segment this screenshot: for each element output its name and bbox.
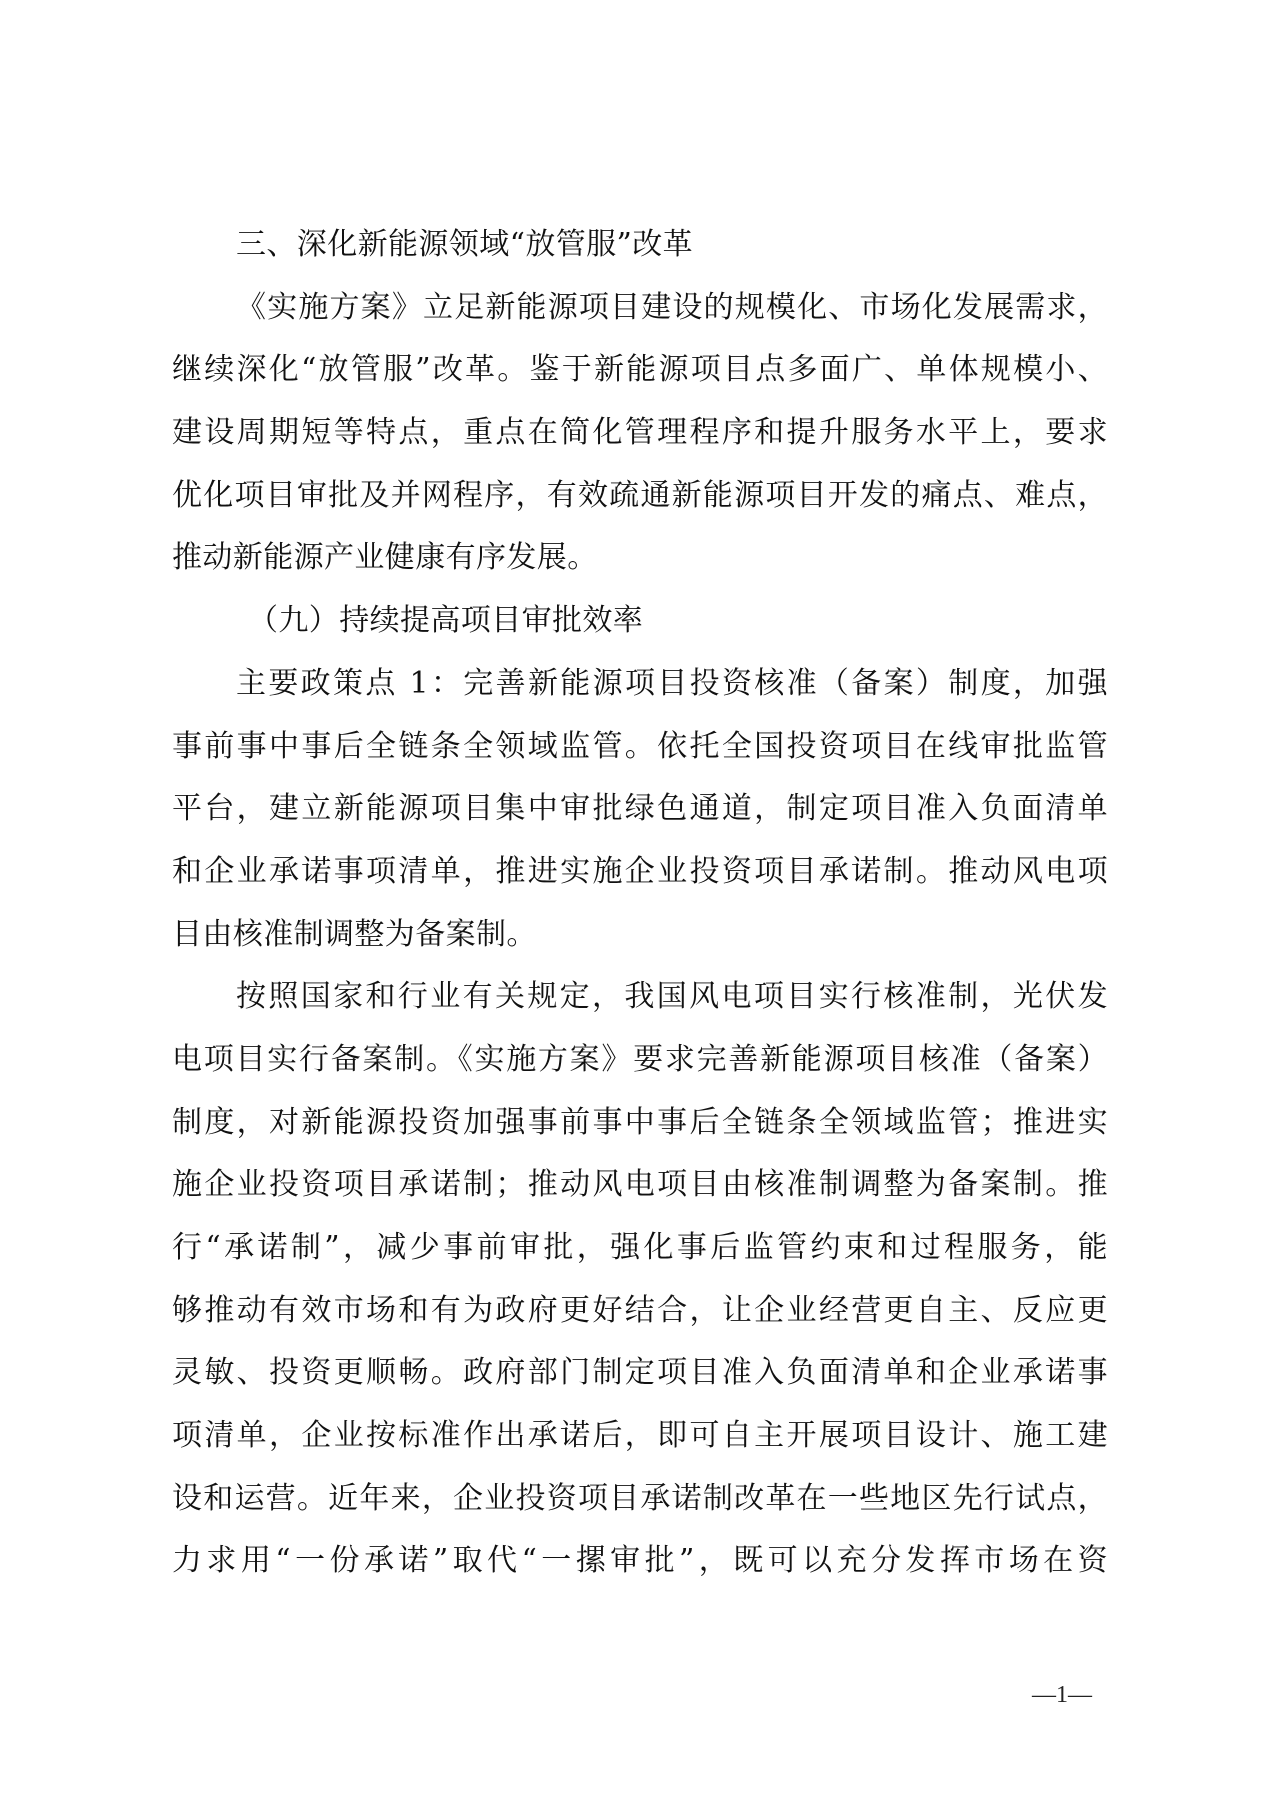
paragraph-line: 力求用“一份承诺”取代“一摞审批”，既可以充分发挥市场在资: [172, 1543, 1108, 1579]
paragraph-line: 施企业投资项目承诺制；推动风电项目由核准制调整为备案制。推: [172, 1167, 1108, 1203]
paragraph-line: 和企业承诺事项清单，推进实施企业投资项目承诺制。推动风电项: [172, 853, 1108, 889]
paragraph-line: 行“承诺制”，减少事前审批，强化事后监管约束和过程服务，能: [172, 1230, 1108, 1265]
paragraph-line: 推动新能源产业健康有序发展。: [172, 540, 598, 576]
subsection-heading: （九）持续提高项目审批效率: [248, 603, 644, 639]
section-heading: 三、深化新能源领域“放管服”改革: [236, 227, 694, 262]
paragraph-line: 平台，建立新能源项目集中审批绿色通道，制定项目准入负面清单: [172, 791, 1108, 827]
document-body: [172, 214, 1108, 1593]
paragraph-line: 优化项目审批及并网程序，有效疏通新能源项目开发的痛点、难点，: [172, 477, 1108, 513]
paragraph-line: 设和运营。近年来，企业投资项目承诺制改革在一些地区先行试点，: [172, 1480, 1108, 1516]
paragraph-line: 目由核准制调整为备案制。: [172, 916, 537, 952]
paragraph-line: 够推动有效市场和有为政府更好结合，让企业经营更自主、反应更: [172, 1292, 1108, 1328]
paragraph-line: 事前事中事后全链条全领域监管。依托全国投资项目在线审批监管: [172, 728, 1108, 764]
paragraph-line: 按照国家和行业有关规定，我国风电项目实行核准制，光伏发: [236, 979, 1108, 1015]
paragraph-line: 制度，对新能源投资加强事前事中事后全链条全领域监管；推进实: [172, 1104, 1108, 1140]
page-number: —1—: [1032, 1682, 1092, 1708]
paragraph-line: 电项目实行备案制。《实施方案》要求完善新能源项目核准（备案）: [172, 1041, 1108, 1077]
paragraph-line: 建设周期短等特点，重点在简化管理程序和提升服务水平上，要求: [172, 415, 1108, 451]
paragraph-line: 灵敏、投资更顺畅。政府部门制定项目准入负面清单和企业承诺事: [172, 1355, 1108, 1391]
paragraph-line: 继续深化“放管服”改革。鉴于新能源项目点多面广、单体规模小、: [172, 352, 1108, 388]
paragraph-line: 主要政策点 1：完善新能源项目投资核准（备案）制度，加强: [236, 665, 1108, 701]
paragraph-line: 《实施方案》立足新能源项目建设的规模化、市场化发展需求，: [236, 289, 1108, 325]
paragraph-line: 项清单，企业按标准作出承诺后，即可自主开展项目设计、施工建: [172, 1418, 1108, 1454]
